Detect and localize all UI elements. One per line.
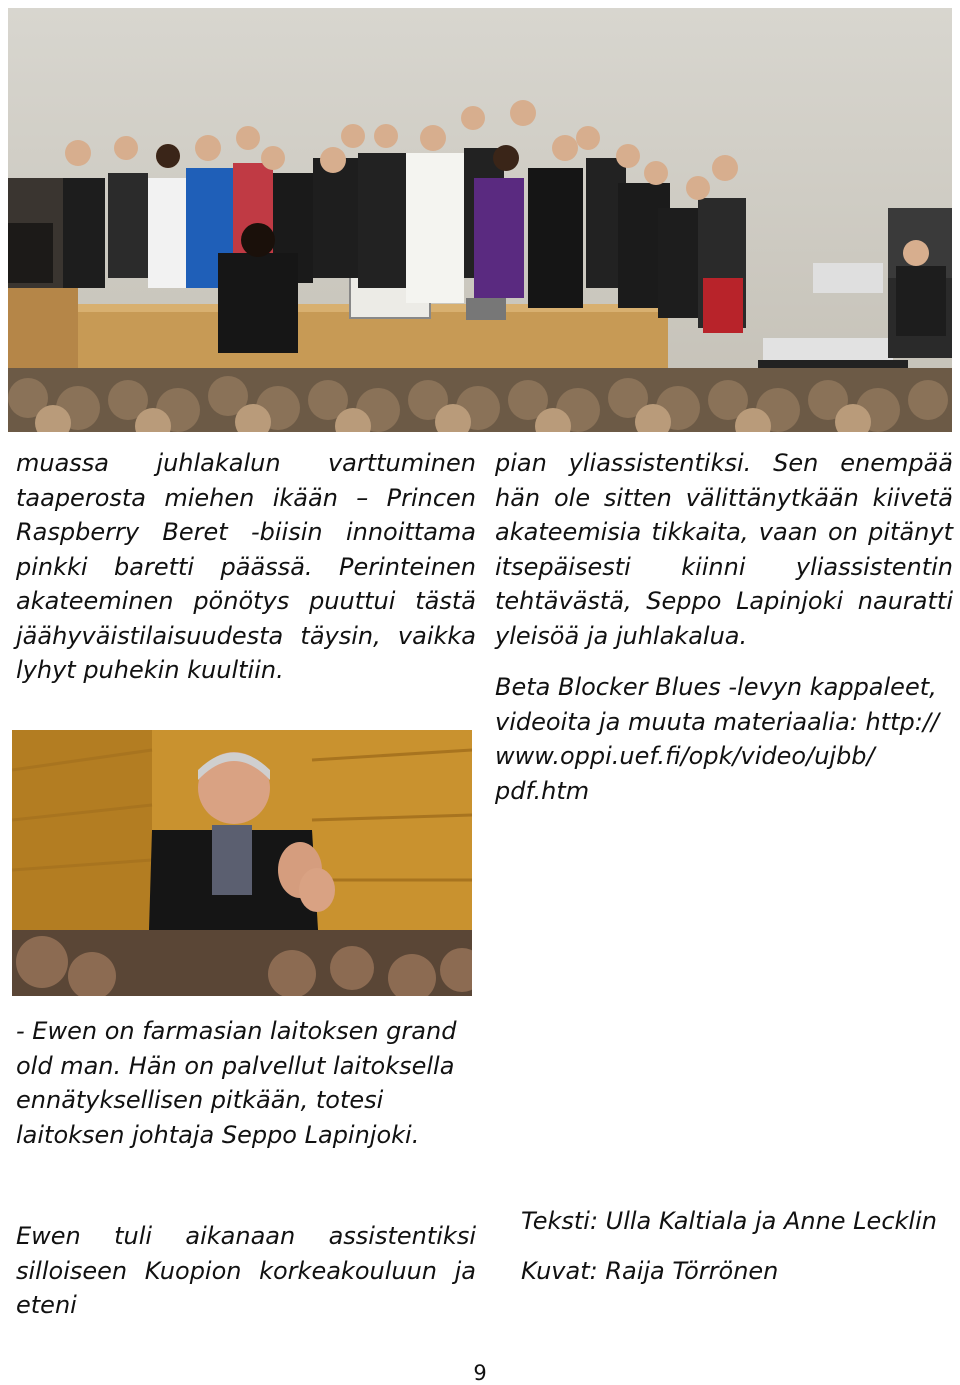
bottom-left-column	[16, 1219, 476, 1323]
page-number: 9	[473, 1361, 487, 1385]
photo-caption: - Ewen on farmasian laitoksen grand old man. Hän on palvellut laitoksella ennätyksellisen pitkään, totesi laitoksen johtaja Seppo Lapinjoki.	[16, 1017, 457, 1149]
text-credit: Teksti: Ulla Kaltiala ja Anne Lecklin	[521, 1207, 937, 1235]
resource-note	[495, 670, 953, 808]
bottom-paragraph: Ewen tuli aikanaan assistentiksi silloiseen Kuopion korkeakouluun ja eteni	[16, 1222, 476, 1319]
resource-link-paragraph: Beta Blocker Blues -levyn kappaleet, videoita ja muuta materiaalia: http:// www.oppi.uef.fi/opk/video/ujbb/ pdf.htm	[495, 673, 940, 805]
left-column	[16, 446, 476, 688]
photo-credit: Kuvat: Raija Törrönen	[521, 1257, 779, 1285]
right-column	[495, 446, 953, 653]
right-paragraph: pian yliassistentiksi. Sen enempää hän ole sitten välittänytkään kiivetä akateemisia tikkaita, vaan on pitänyt itsepäisesti kiinni yliassistentin tehtävästä, Seppo Lapinjoki nauratti yleisöä ja juhlakalua.	[495, 449, 953, 650]
choir-photo	[8, 8, 952, 432]
left-paragraph: muassa juhlakalun varttuminen taaperosta miehen ikään – Princen Raspberry Beret -biisin innoittama pinkki baretti päässä. Perinteinen akateeminen pönötys puuttui tästä jäähyväistilaisuudesta täysin, vaikka lyhyt puhekin kuultiin.	[16, 449, 476, 684]
portrait-photo	[12, 730, 472, 996]
